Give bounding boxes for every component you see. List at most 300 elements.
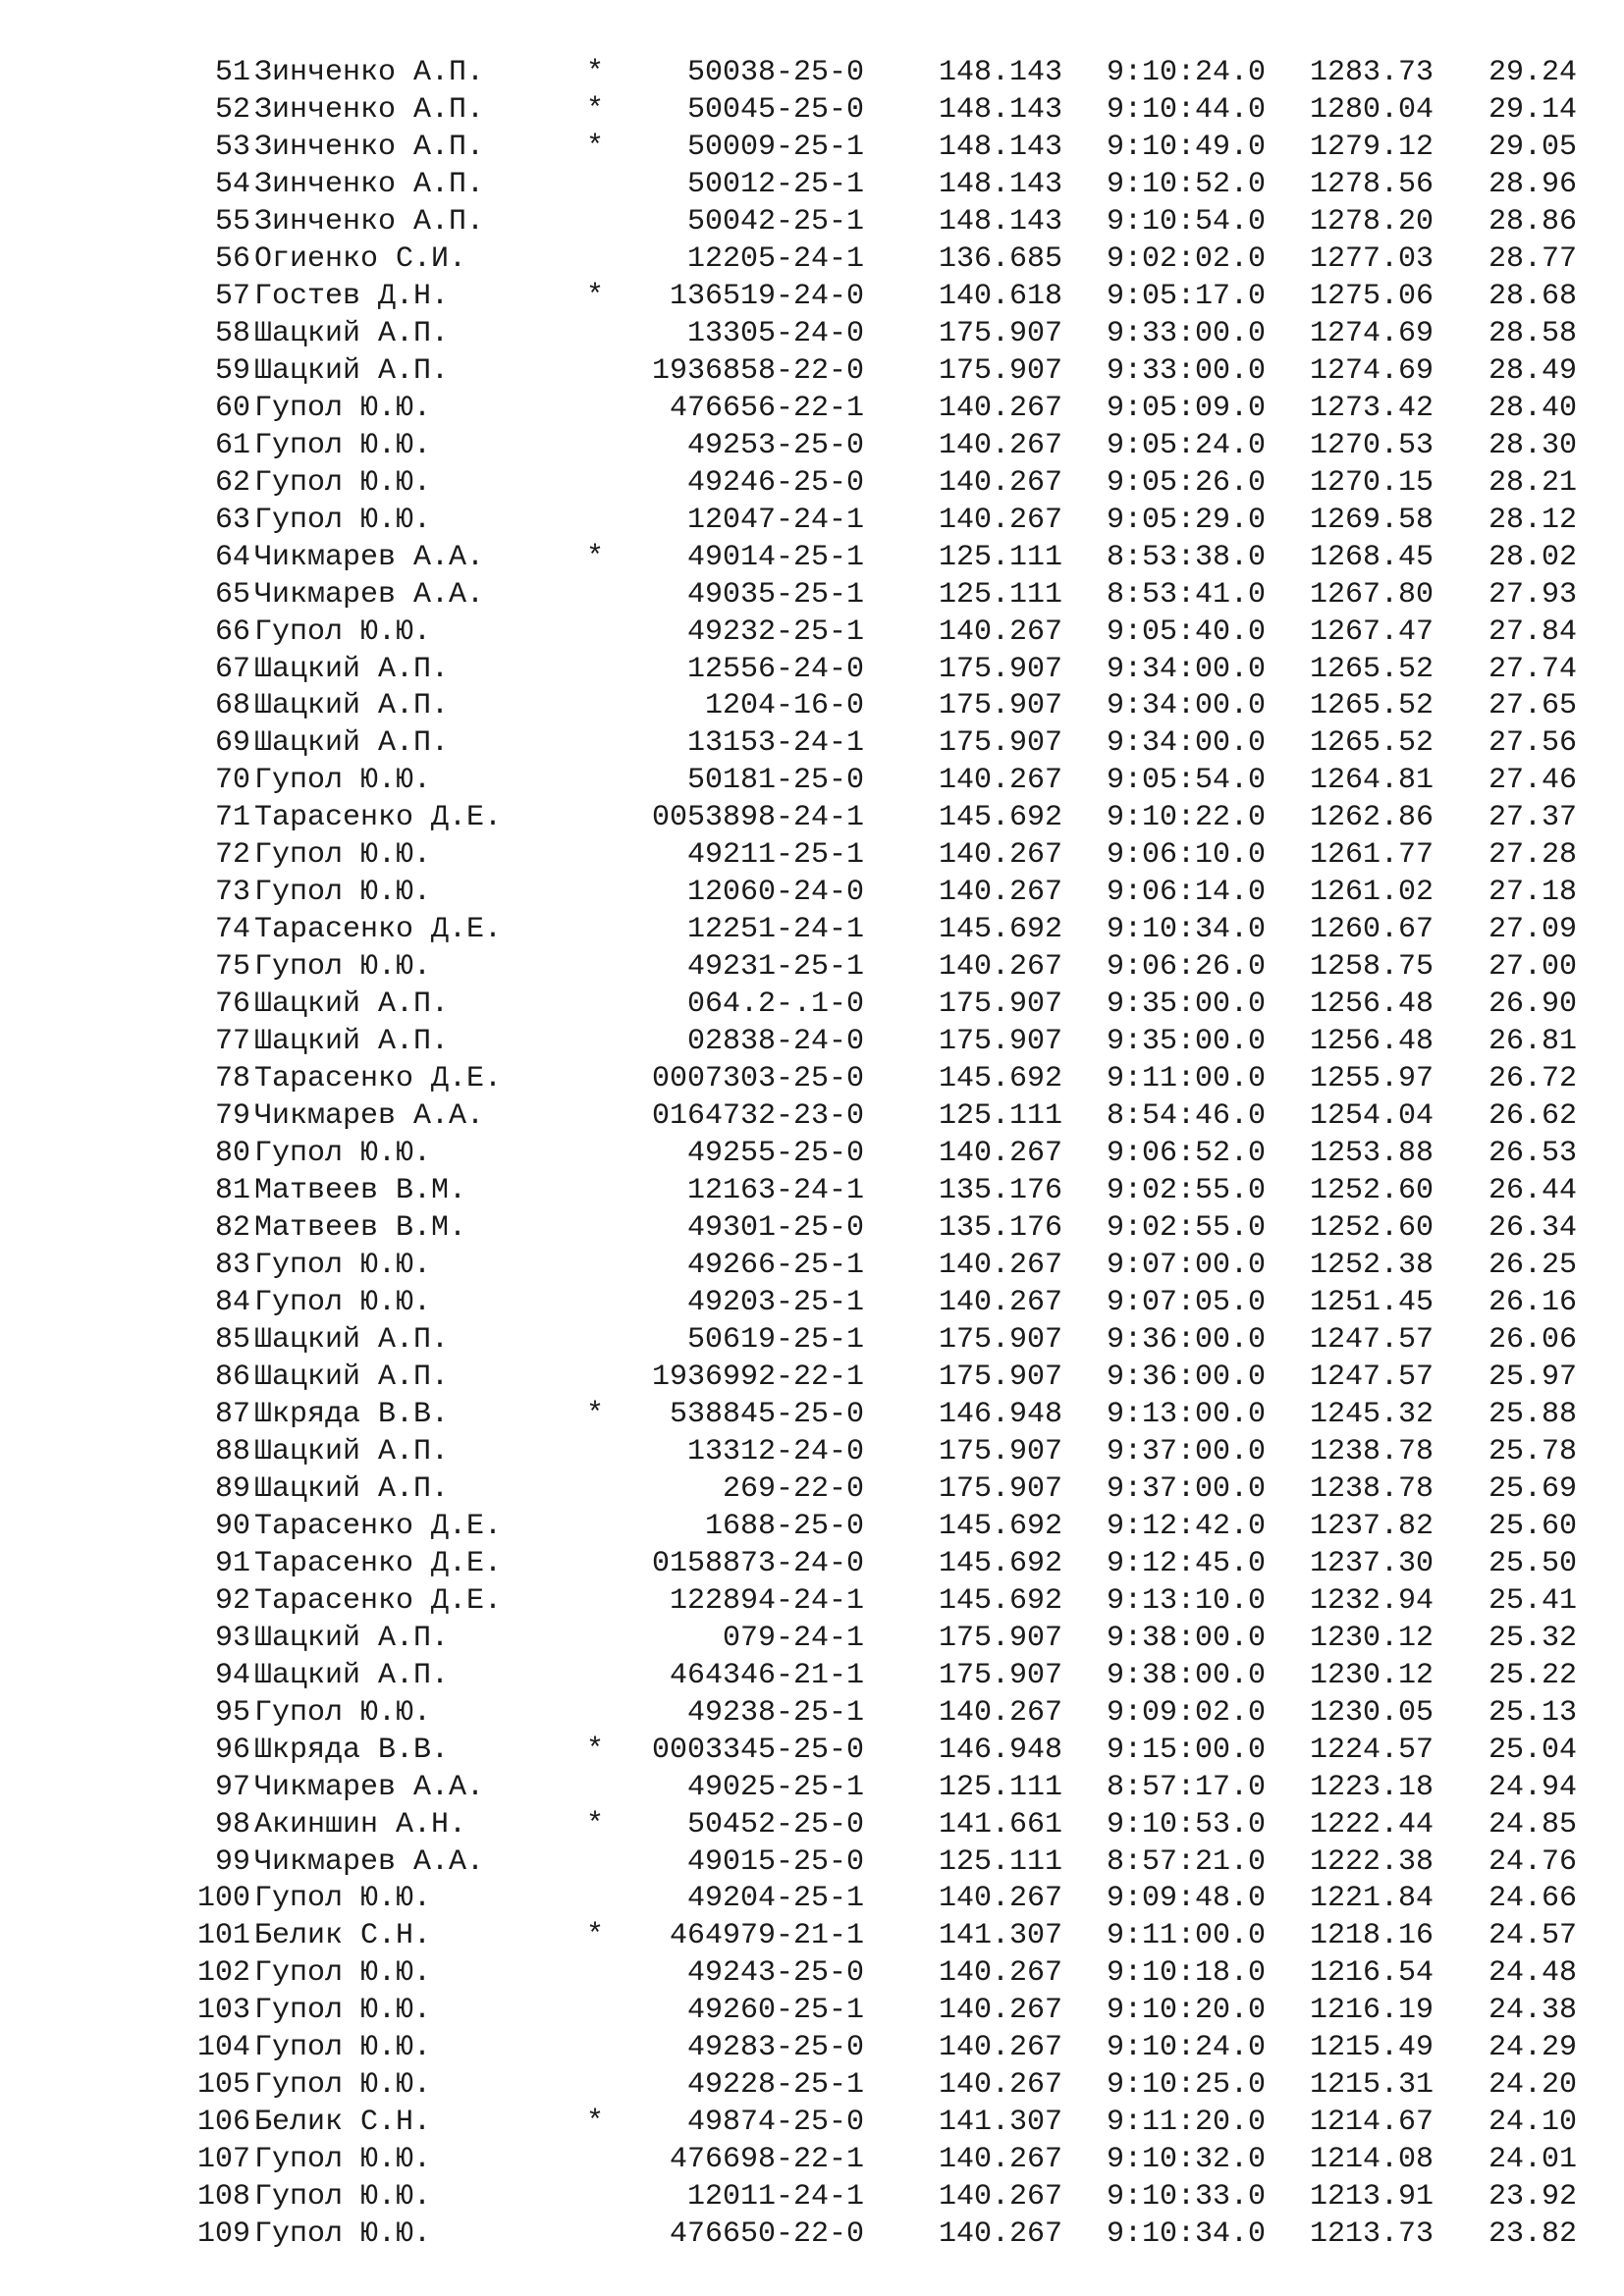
distance-km: 140.267 — [938, 2068, 1062, 2103]
fancier-name: Гупол Ю.Ю. — [254, 838, 432, 873]
speed-value: 1214.67 — [1309, 2106, 1434, 2140]
distance-km: 175.907 — [938, 1025, 1062, 1059]
speed-value: 1232.94 — [1309, 1583, 1434, 1618]
arrival-time: 9:05:09.0 — [1107, 391, 1267, 425]
points-value: 27.93 — [1488, 577, 1577, 612]
speed-value: 1260.67 — [1309, 913, 1434, 947]
arrival-time: 9:10:20.0 — [1107, 1994, 1267, 2028]
ring-number: 49035-25-1 — [686, 577, 864, 612]
row-number: 61 — [214, 428, 250, 462]
distance-km: 175.907 — [938, 353, 1062, 388]
result-row — [0, 1434, 1624, 1471]
ring-number: 538845-25-0 — [669, 1397, 864, 1431]
distance-km: 125.111 — [938, 1099, 1062, 1134]
result-row — [0, 652, 1624, 689]
speed-value: 1269.58 — [1309, 503, 1434, 537]
result-row — [0, 391, 1624, 428]
distance-km: 140.618 — [938, 279, 1062, 313]
points-value: 26.81 — [1488, 1025, 1577, 1059]
row-number: 57 — [214, 279, 250, 313]
distance-km: 145.692 — [938, 1583, 1062, 1618]
distance-km: 141.661 — [938, 1807, 1062, 1842]
fancier-name: Гупол Ю.Ю. — [254, 1695, 432, 1730]
arrival-time: 9:34:00.0 — [1107, 726, 1267, 761]
distance-km: 175.907 — [938, 1621, 1062, 1655]
row-number: 78 — [214, 1062, 250, 1096]
speed-value: 1268.45 — [1309, 540, 1434, 574]
result-row — [0, 465, 1624, 503]
speed-value: 1253.88 — [1309, 1137, 1434, 1171]
speed-value: 1256.48 — [1309, 1025, 1434, 1059]
speed-value: 1216.19 — [1309, 1994, 1434, 2028]
points-value: 27.46 — [1488, 764, 1577, 798]
distance-km: 125.111 — [938, 1770, 1062, 1804]
ring-number: 49266-25-1 — [686, 1249, 864, 1282]
arrival-time: 9:02:55.0 — [1107, 1174, 1267, 1208]
points-value: 27.09 — [1488, 913, 1577, 947]
distance-km: 175.907 — [938, 652, 1062, 686]
distance-km: 140.267 — [938, 764, 1062, 798]
points-value: 27.00 — [1488, 950, 1577, 985]
row-number: 97 — [214, 1770, 250, 1804]
arrival-time: 9:10:32.0 — [1107, 2143, 1267, 2177]
result-row — [0, 1807, 1624, 1844]
arrival-time: 9:10:25.0 — [1107, 2068, 1267, 2103]
points-value: 24.10 — [1488, 2106, 1577, 2140]
row-number: 81 — [214, 1174, 250, 1208]
fancier-name: Шацкий А.П. — [254, 1658, 450, 1692]
row-number: 91 — [214, 1546, 250, 1580]
distance-km: 148.143 — [938, 92, 1062, 127]
ring-number: 064.2-.1-0 — [686, 988, 864, 1022]
speed-value: 1261.77 — [1309, 838, 1434, 873]
points-value: 26.34 — [1488, 1211, 1577, 1246]
row-number: 107 — [196, 2143, 250, 2177]
arrival-time: 9:05:26.0 — [1107, 465, 1267, 500]
row-number: 56 — [214, 241, 250, 276]
result-row — [0, 503, 1624, 540]
row-number: 104 — [196, 2031, 250, 2065]
speed-value: 1247.57 — [1309, 1360, 1434, 1394]
speed-value: 1237.30 — [1309, 1546, 1434, 1580]
points-value: 24.01 — [1488, 2143, 1577, 2177]
fancier-name: Тарасенко Д.Е. — [254, 801, 503, 835]
arrival-time: 9:10:52.0 — [1107, 167, 1267, 201]
fancier-name: Шкряда В.В. — [254, 1397, 450, 1431]
distance-km: 175.907 — [938, 726, 1062, 761]
row-number: 52 — [214, 92, 250, 127]
points-value: 28.86 — [1488, 204, 1577, 239]
fancier-name: Шацкий А.П. — [254, 1434, 450, 1468]
fancier-name: Шацкий А.П. — [254, 1360, 450, 1394]
result-row — [0, 875, 1624, 912]
fancier-name: Гупол Ю.Ю. — [254, 2068, 432, 2103]
points-value: 25.50 — [1488, 1546, 1577, 1580]
result-row — [0, 1098, 1624, 1136]
distance-km: 140.267 — [938, 2031, 1062, 2065]
ring-number: 49015-25-0 — [686, 1844, 864, 1879]
points-value: 27.37 — [1488, 801, 1577, 835]
results-table — [0, 55, 1624, 2254]
result-row — [0, 2030, 1624, 2067]
fancier-name: Гупол Ю.Ю. — [254, 428, 432, 462]
row-number: 54 — [214, 167, 250, 201]
distance-km: 146.948 — [938, 1397, 1062, 1431]
distance-km: 175.907 — [938, 988, 1062, 1022]
points-value: 25.69 — [1488, 1471, 1577, 1506]
ring-number: 49874-25-0 — [686, 2106, 864, 2140]
distance-km: 146.948 — [938, 1733, 1062, 1767]
arrival-time: 9:10:24.0 — [1107, 56, 1267, 89]
points-value: 27.28 — [1488, 838, 1577, 873]
points-value: 24.66 — [1488, 1882, 1577, 1916]
fancier-name: Чикмарев А.А. — [254, 1099, 485, 1134]
ring-number: 49283-25-0 — [686, 2031, 864, 2065]
arrival-time: 9:10:18.0 — [1107, 1956, 1267, 1991]
points-value: 24.85 — [1488, 1807, 1577, 1842]
ring-number: 49228-25-1 — [686, 2068, 864, 2103]
distance-km: 175.907 — [938, 1658, 1062, 1692]
points-value: 26.16 — [1488, 1285, 1577, 1319]
fancier-name: Чикмарев А.А. — [254, 577, 485, 612]
arrival-time: 9:10:34.0 — [1107, 2217, 1267, 2252]
arrival-time: 9:35:00.0 — [1107, 1025, 1267, 1059]
result-row — [0, 540, 1624, 577]
result-row — [0, 1955, 1624, 1993]
result-row — [0, 577, 1624, 614]
ring-number: 50012-25-1 — [686, 167, 864, 201]
distance-km: 125.111 — [938, 540, 1062, 574]
points-value: 25.88 — [1488, 1397, 1577, 1431]
row-number: 58 — [214, 316, 250, 350]
result-row — [0, 279, 1624, 316]
fancier-name: Гупол Ю.Ю. — [254, 1285, 432, 1319]
points-value: 26.90 — [1488, 988, 1577, 1022]
result-row — [0, 1546, 1624, 1583]
arrival-time: 9:13:00.0 — [1107, 1397, 1267, 1431]
result-row — [0, 1248, 1624, 1285]
speed-value: 1222.44 — [1309, 1807, 1434, 1842]
result-row — [0, 837, 1624, 875]
result-row — [0, 353, 1624, 391]
speed-value: 1262.86 — [1309, 801, 1434, 835]
points-value: 26.44 — [1488, 1174, 1577, 1208]
points-value: 24.76 — [1488, 1844, 1577, 1879]
distance-km: 145.692 — [938, 913, 1062, 947]
result-row — [0, 55, 1624, 92]
fancier-name: Гупол Ю.Ю. — [254, 1956, 432, 1991]
row-number: 103 — [196, 1994, 250, 2028]
fancier-name: Гупол Ю.Ю. — [254, 1994, 432, 2028]
arrival-time: 8:57:21.0 — [1107, 1844, 1267, 1879]
fancier-name: Гупол Ю.Ю. — [254, 1137, 432, 1171]
ring-number: 1204-16-0 — [704, 689, 864, 723]
fancier-name: Зинченко А.П. — [254, 92, 485, 127]
points-value: 28.96 — [1488, 167, 1577, 201]
fancier-name: Матвеев В.М. — [254, 1174, 467, 1208]
result-row — [0, 949, 1624, 987]
fancier-name: Гупол Ю.Ю. — [254, 2180, 432, 2215]
speed-value: 1221.84 — [1309, 1882, 1434, 1916]
result-row — [0, 1285, 1624, 1322]
fancier-name: Акиншин А.Н. — [254, 1807, 467, 1842]
ring-number: 49014-25-1 — [686, 540, 864, 574]
ring-number: 12251-24-1 — [686, 913, 864, 947]
row-number: 72 — [214, 838, 250, 873]
speed-value: 1267.80 — [1309, 577, 1434, 612]
distance-km: 148.143 — [938, 130, 1062, 164]
speed-value: 1265.52 — [1309, 689, 1434, 723]
fancier-name: Шацкий А.П. — [254, 988, 450, 1022]
ring-number: 0003345-25-0 — [651, 1733, 864, 1767]
fancier-name: Тарасенко Д.Е. — [254, 913, 503, 947]
arrival-time: 9:38:00.0 — [1107, 1621, 1267, 1655]
arrival-time: 9:11:00.0 — [1107, 1919, 1267, 1953]
arrival-time: 9:09:02.0 — [1107, 1695, 1267, 1730]
distance-km: 140.267 — [938, 428, 1062, 462]
result-row — [0, 763, 1624, 800]
speed-value: 1265.52 — [1309, 652, 1434, 686]
result-row — [0, 92, 1624, 130]
distance-km: 140.267 — [938, 950, 1062, 985]
row-number: 70 — [214, 764, 250, 798]
row-number: 59 — [214, 353, 250, 388]
fancier-name: Шацкий А.П. — [254, 1621, 450, 1655]
distance-km: 140.267 — [938, 391, 1062, 425]
row-number: 62 — [214, 465, 250, 500]
result-row — [0, 167, 1624, 204]
fancier-name: Чикмарев А.А. — [254, 1844, 485, 1879]
points-value: 23.92 — [1488, 2180, 1577, 2215]
ring-number: 49255-25-0 — [686, 1137, 864, 1171]
fancier-name: Зинченко А.П. — [254, 167, 485, 201]
speed-value: 1279.12 — [1309, 130, 1434, 164]
speed-value: 1256.48 — [1309, 988, 1434, 1022]
distance-km: 140.267 — [938, 1137, 1062, 1171]
arrival-time: 9:35:00.0 — [1107, 988, 1267, 1022]
row-number: 109 — [196, 2217, 250, 2252]
arrival-time: 9:10:33.0 — [1107, 2180, 1267, 2215]
speed-value: 1237.82 — [1309, 1509, 1434, 1543]
row-number: 82 — [214, 1211, 250, 1246]
result-row — [0, 1695, 1624, 1733]
points-value: 24.38 — [1488, 1994, 1577, 2028]
arrival-time: 9:15:00.0 — [1107, 1733, 1267, 1767]
speed-value: 1252.60 — [1309, 1174, 1434, 1208]
row-number: 67 — [214, 652, 250, 686]
row-number: 108 — [196, 2180, 250, 2215]
fancier-name: Гупол Ю.Ю. — [254, 2217, 432, 2252]
fancier-name: Тарасенко Д.Е. — [254, 1062, 503, 1096]
distance-km: 141.307 — [938, 1919, 1062, 1953]
result-row — [0, 2105, 1624, 2142]
speed-value: 1255.97 — [1309, 1062, 1434, 1096]
points-value: 27.74 — [1488, 652, 1577, 686]
row-number: 93 — [214, 1621, 250, 1655]
arrival-time: 9:10:22.0 — [1107, 801, 1267, 835]
arrival-time: 9:34:00.0 — [1107, 689, 1267, 723]
ring-number: 0164732-23-0 — [651, 1099, 864, 1134]
marker-asterisk: * — [586, 279, 605, 313]
distance-km: 148.143 — [938, 167, 1062, 201]
distance-km: 140.267 — [938, 2180, 1062, 2215]
points-value: 25.04 — [1488, 1733, 1577, 1767]
result-row — [0, 316, 1624, 353]
row-number: 105 — [196, 2068, 250, 2103]
arrival-time: 9:10:34.0 — [1107, 913, 1267, 947]
points-value: 28.77 — [1488, 241, 1577, 276]
speed-value: 1274.69 — [1309, 353, 1434, 388]
row-number: 92 — [214, 1583, 250, 1618]
ring-number: 50619-25-1 — [686, 1322, 864, 1357]
ring-number: 464979-21-1 — [669, 1919, 864, 1953]
ring-number: 476656-22-1 — [669, 391, 864, 425]
result-row — [0, 2067, 1624, 2105]
fancier-name: Шацкий А.П. — [254, 316, 450, 350]
ring-number: 12011-24-1 — [686, 2180, 864, 2215]
points-value: 26.72 — [1488, 1062, 1577, 1096]
arrival-time: 9:07:00.0 — [1107, 1249, 1267, 1282]
points-value: 24.20 — [1488, 2068, 1577, 2103]
result-row — [0, 1061, 1624, 1098]
ring-number: 12205-24-1 — [686, 241, 864, 276]
arrival-time: 9:05:24.0 — [1107, 428, 1267, 462]
distance-km: 175.907 — [938, 1360, 1062, 1394]
speed-value: 1230.12 — [1309, 1658, 1434, 1692]
distance-km: 145.692 — [938, 801, 1062, 835]
row-number: 68 — [214, 689, 250, 723]
speed-value: 1215.31 — [1309, 2068, 1434, 2103]
result-row — [0, 428, 1624, 465]
fancier-name: Тарасенко Д.Е. — [254, 1509, 503, 1543]
row-number: 83 — [214, 1249, 250, 1282]
arrival-time: 9:05:40.0 — [1107, 614, 1267, 649]
ring-number: 13312-24-0 — [686, 1434, 864, 1468]
arrival-time: 8:53:41.0 — [1107, 577, 1267, 612]
result-row — [0, 1918, 1624, 1955]
ring-number: 0053898-24-1 — [651, 801, 864, 835]
result-row — [0, 241, 1624, 279]
ring-number: 50452-25-0 — [686, 1807, 864, 1842]
result-row — [0, 1136, 1624, 1173]
speed-value: 1230.12 — [1309, 1621, 1434, 1655]
fancier-name: Чикмарев А.А. — [254, 540, 485, 574]
arrival-time: 9:06:26.0 — [1107, 950, 1267, 985]
speed-value: 1275.06 — [1309, 279, 1434, 313]
fancier-name: Зинченко А.П. — [254, 204, 485, 239]
fancier-name: Гупол Ю.Ю. — [254, 2143, 432, 2177]
points-value: 29.05 — [1488, 130, 1577, 164]
points-value: 25.97 — [1488, 1360, 1577, 1394]
result-row — [0, 1322, 1624, 1360]
marker-asterisk: * — [586, 56, 605, 89]
points-value: 28.68 — [1488, 279, 1577, 313]
points-value: 26.53 — [1488, 1137, 1577, 1171]
distance-km: 175.907 — [938, 689, 1062, 723]
speed-value: 1213.91 — [1309, 2180, 1434, 2215]
ring-number: 49232-25-1 — [686, 614, 864, 649]
points-value: 28.49 — [1488, 353, 1577, 388]
row-number: 65 — [214, 577, 250, 612]
marker-asterisk: * — [586, 130, 605, 164]
result-row — [0, 688, 1624, 725]
fancier-name: Шацкий А.П. — [254, 1471, 450, 1506]
result-row — [0, 2179, 1624, 2216]
ring-number: 49246-25-0 — [686, 465, 864, 500]
result-row — [0, 800, 1624, 837]
ring-number: 476650-22-0 — [669, 2217, 864, 2252]
distance-km: 145.692 — [938, 1546, 1062, 1580]
result-row — [0, 1993, 1624, 2030]
result-row — [0, 130, 1624, 167]
ring-number: 122894-24-1 — [669, 1583, 864, 1618]
result-row — [0, 1844, 1624, 1882]
row-number: 84 — [214, 1285, 250, 1319]
speed-value: 1270.53 — [1309, 428, 1434, 462]
arrival-time: 9:12:45.0 — [1107, 1546, 1267, 1580]
fancier-name: Гупол Ю.Ю. — [254, 614, 432, 649]
distance-km: 140.267 — [938, 2143, 1062, 2177]
points-value: 23.82 — [1488, 2217, 1577, 2252]
speed-value: 1245.32 — [1309, 1397, 1434, 1431]
ring-number: 1688-25-0 — [704, 1509, 864, 1543]
ring-number: 49231-25-1 — [686, 950, 864, 985]
speed-value: 1258.75 — [1309, 950, 1434, 985]
ring-number: 136519-24-0 — [669, 279, 864, 313]
points-value: 28.02 — [1488, 540, 1577, 574]
row-number: 74 — [214, 913, 250, 947]
arrival-time: 8:53:38.0 — [1107, 540, 1267, 574]
fancier-name: Зинченко А.П. — [254, 130, 485, 164]
row-number: 60 — [214, 391, 250, 425]
arrival-time: 8:57:17.0 — [1107, 1770, 1267, 1804]
speed-value: 1277.03 — [1309, 241, 1434, 276]
ring-number: 50009-25-1 — [686, 130, 864, 164]
row-number: 80 — [214, 1137, 250, 1171]
speed-value: 1213.73 — [1309, 2217, 1434, 2252]
marker-asterisk: * — [586, 92, 605, 127]
arrival-time: 9:11:00.0 — [1107, 1062, 1267, 1096]
distance-km: 140.267 — [938, 876, 1062, 910]
fancier-name: Шацкий А.П. — [254, 689, 450, 723]
marker-asterisk: * — [586, 540, 605, 574]
arrival-time: 9:36:00.0 — [1107, 1322, 1267, 1357]
fancier-name: Тарасенко Д.Е. — [254, 1546, 503, 1580]
fancier-name: Шацкий А.П. — [254, 652, 450, 686]
fancier-name: Шацкий А.П. — [254, 1322, 450, 1357]
row-number: 96 — [214, 1733, 250, 1767]
result-row — [0, 1733, 1624, 1770]
result-row — [0, 204, 1624, 241]
result-row — [0, 1881, 1624, 1918]
fancier-name: Гупол Ю.Ю. — [254, 1882, 432, 1916]
points-value: 28.40 — [1488, 391, 1577, 425]
marker-asterisk: * — [586, 1919, 605, 1953]
arrival-time: 9:37:00.0 — [1107, 1471, 1267, 1506]
result-row — [0, 1360, 1624, 1397]
fancier-name: Гупол Ю.Ю. — [254, 391, 432, 425]
fancier-name: Шацкий А.П. — [254, 1025, 450, 1059]
speed-value: 1254.04 — [1309, 1099, 1434, 1134]
fancier-name: Шацкий А.П. — [254, 726, 450, 761]
row-number: 53 — [214, 130, 250, 164]
arrival-time: 9:02:02.0 — [1107, 241, 1267, 276]
fancier-name: Белик С.Н. — [254, 2106, 432, 2140]
ring-number: 49243-25-0 — [686, 1956, 864, 1991]
ring-number: 13305-24-0 — [686, 316, 864, 350]
speed-value: 1223.18 — [1309, 1770, 1434, 1804]
row-number: 100 — [196, 1882, 250, 1916]
